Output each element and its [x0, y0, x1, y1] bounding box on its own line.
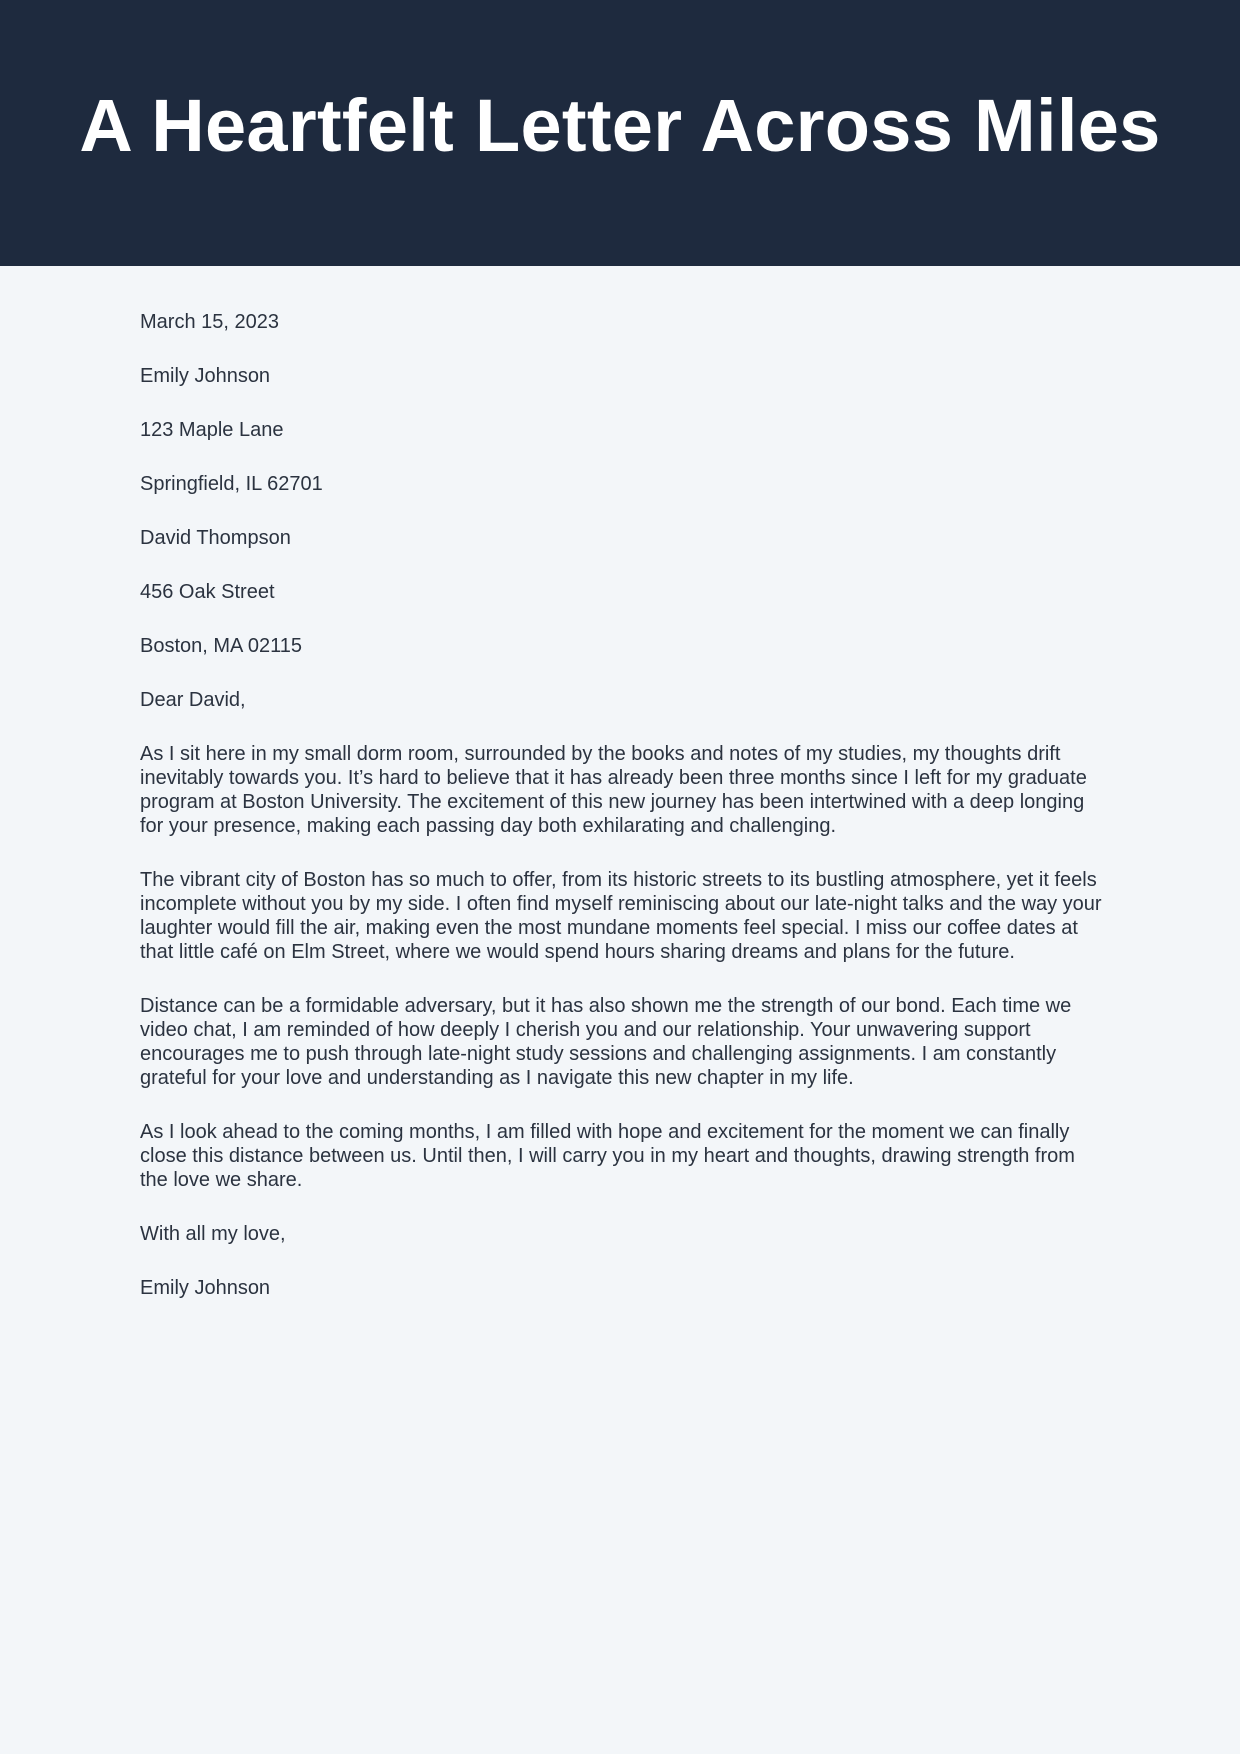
- body-paragraph: As I sit here in my small dorm room, surrounded by the books and notes of my studies, my thoughts drift inevitably towards you. It’s hard to believe that it has already been three months since I left for my graduate program at Boston University. The excitement of this new journey has been intertwined with a deep longing for your presence, making each passing day both exhilarating and challenging.: [140, 743, 1087, 837]
- salutation: Dear David,: [140, 689, 246, 711]
- page-title: A Heartfelt Letter Across Miles: [79, 84, 1161, 167]
- letter-date: March 15, 2023: [140, 311, 279, 333]
- sender-name: Emily Johnson: [140, 365, 271, 387]
- recipient-street: 456 Oak Street: [140, 581, 275, 603]
- sender-street: 123 Maple Lane: [140, 419, 284, 441]
- body-paragraph: The vibrant city of Boston has so much to offer, from its historic streets to its bustling atmosphere, yet it feels incomplete without you by my side. I often find myself reminiscing about our late-night talks and the way your laughter would fill the air, making even the most mundane moments feel special. I miss our coffee dates at that little café on Elm Street, where we would spend hours sharing dreams and plans for the future.: [140, 869, 1102, 963]
- sender-city: Springfield, IL 62701: [140, 473, 323, 495]
- letter-body: [140, 310, 1105, 1330]
- signature: Emily Johnson: [140, 1277, 271, 1299]
- recipient-name: David Thompson: [140, 527, 291, 549]
- header-banner: [0, 0, 1240, 266]
- body-paragraph: As I look ahead to the coming months, I am filled with hope and excitement for the moment we can finally close this distance between us. Until then, I will carry you in my heart and thoughts, drawing strength from the love we share.: [140, 1121, 1075, 1191]
- closing: With all my love,: [140, 1223, 286, 1245]
- body-paragraph: Distance can be a formidable adversary, but it has also shown me the strength of our bond. Each time we video chat, I am reminded of how deeply I cherish you and our relationship. Your unwavering support encourages me to push through late-night study sessions and challenging assignments. I am constantly grateful for your love and understanding as I navigate this new chapter in my life.: [140, 995, 1072, 1089]
- recipient-city: Boston, MA 02115: [140, 635, 302, 657]
